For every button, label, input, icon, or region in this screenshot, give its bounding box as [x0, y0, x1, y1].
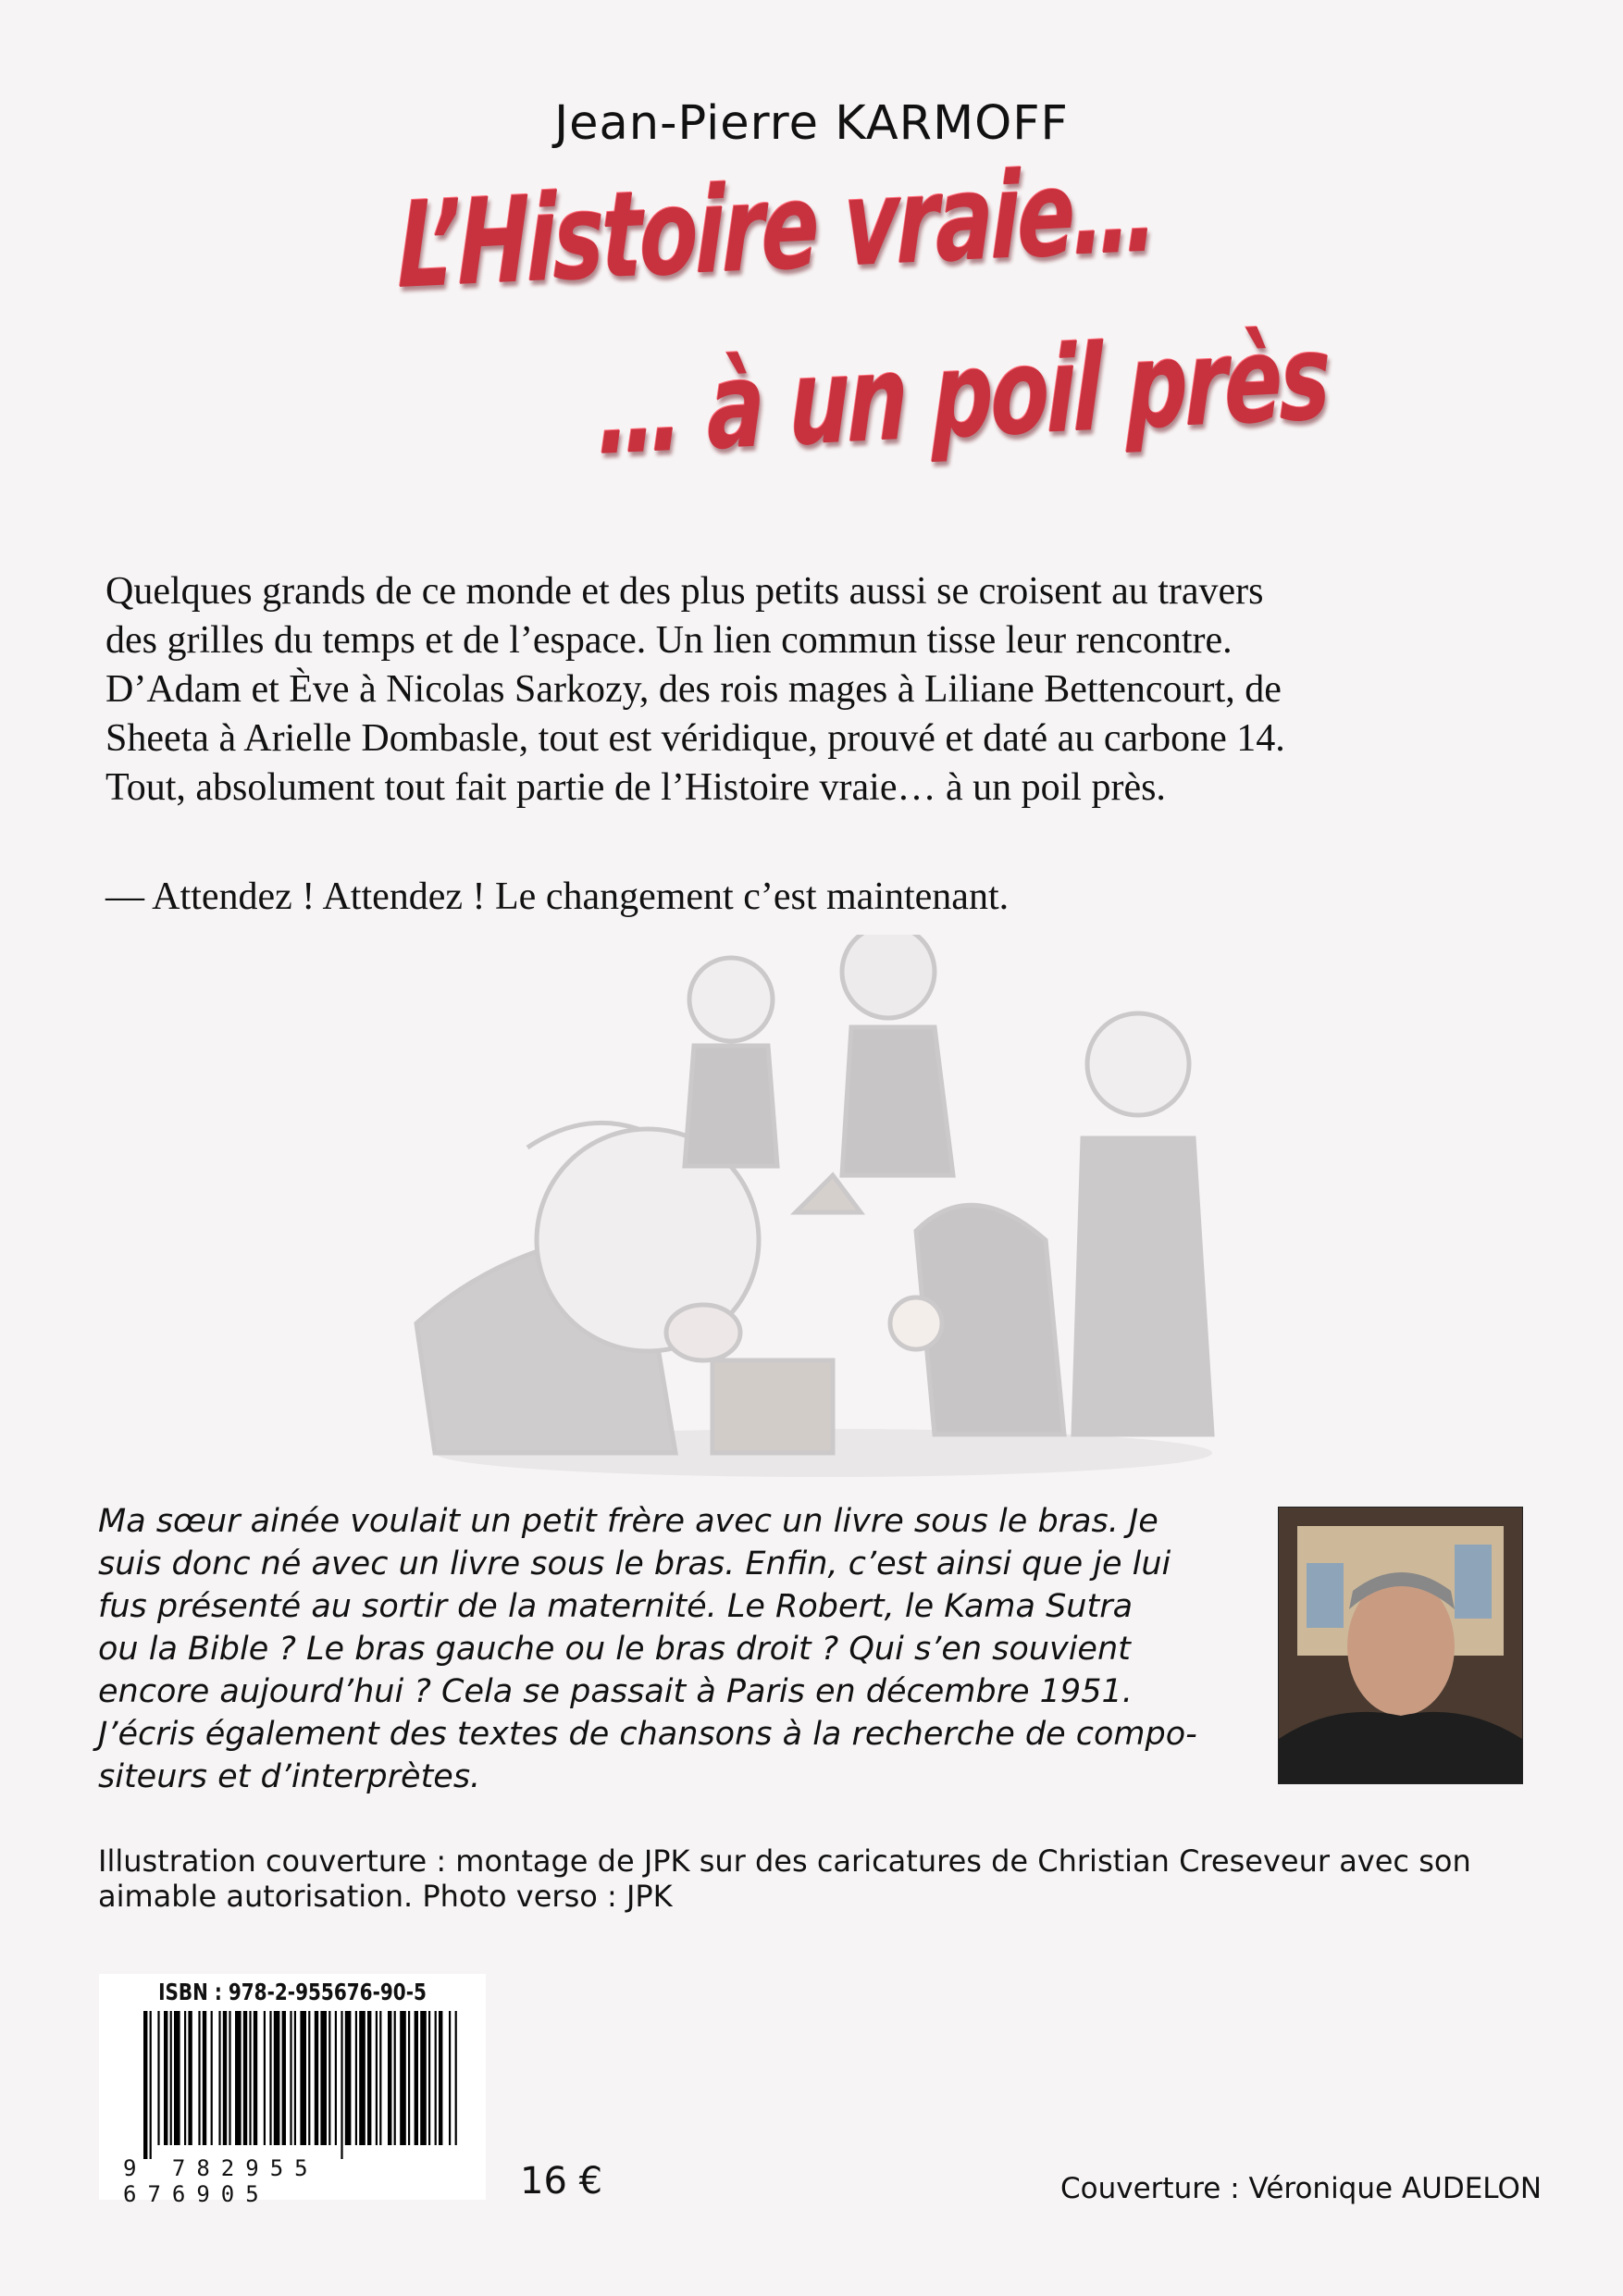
isbn-barcode: [99, 1974, 486, 2207]
caricature-illustration-icon: [398, 935, 1249, 1490]
bio-line: suis donc né avec un livre sous le bras. Enfin, c’est ainsi que je lui: [98, 1545, 1171, 1582]
bio-line: fus présenté au sortir de la maternité. Le Robert, le Kama Sutra: [98, 1588, 1134, 1625]
barcode-icon: [143, 2011, 458, 2159]
isbn-label: ISBN : 978-2-955676-90-5: [158, 1979, 427, 2005]
cover-designer-credit: Couverture : Véronique AUDELON: [1060, 2172, 1542, 2205]
price: 16 €: [520, 2160, 603, 2203]
illustration-credits: Illustration couverture : montage de JPK sur des caricatures de Christian Creseveur avec son aimable autorisation. Photo verso : JPK: [98, 1843, 1471, 1914]
author-biography: [98, 1500, 1249, 1798]
blurb-line: Quelques grands de ce monde et des plus petits aussi se croisent au travers: [105, 570, 1264, 613]
bio-line: encore aujourd’hui ? Cela se passait à Paris en décembre 1951.: [98, 1673, 1133, 1710]
bio-line: ou la Bible ? Le bras gauche ou le bras droit ? Qui s’en souvient: [98, 1631, 1131, 1668]
author-photo-icon: [1278, 1507, 1523, 1784]
bio-line: J’écris également des textes de chansons à la recherche de compo-: [98, 1716, 1197, 1753]
blurb-line: Sheeta à Arielle Dombasle, tout est véridique, prouvé et daté au carbone 14.: [105, 717, 1285, 760]
bio-line: siteurs et d’interprètes.: [98, 1758, 481, 1795]
blurb-line: Tout, absolument tout fait partie de l’Histoire vraie… à un poil près.: [105, 766, 1166, 809]
book-blurb: [105, 567, 1530, 813]
barcode-digits: 9 782955 676905: [123, 2155, 319, 2207]
book-title-line-2: … à un poil près: [598, 308, 1329, 482]
bio-line: Ma sœur ainée voulait un petit frère avec un livre sous le bras. Je: [98, 1503, 1158, 1540]
blurb-line: D’Adam et Ève à Nicolas Sarkozy, des rois mages à Liliane Bettencourt, de: [105, 668, 1282, 711]
blurb-line: des grilles du temps et de l’espace. Un lien commun tisse leur rencontre.: [105, 619, 1233, 662]
author-name: Jean-Pierre KARMOFF: [554, 96, 1069, 151]
book-title-line-1: L’Histoire vraie…: [398, 141, 1156, 316]
blurb-quote: — Attendez ! Attendez ! Le changement c’est maintenant.: [105, 875, 1010, 918]
